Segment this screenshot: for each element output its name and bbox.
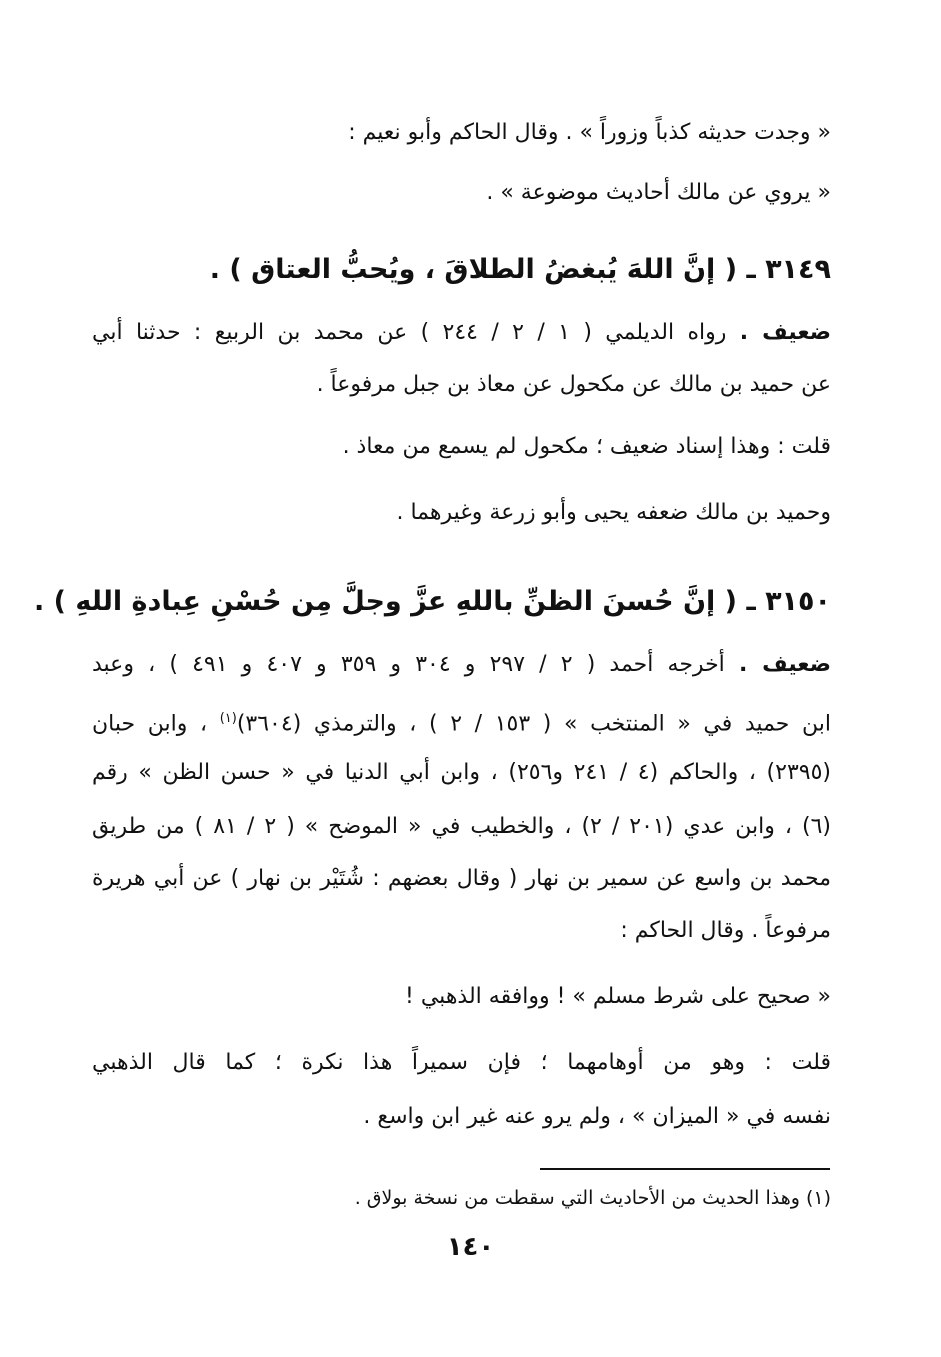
text-line-7	[92, 648, 831, 682]
text-line-6: وحميد بن مالك ضعفه يحيى وأبو زرعة وغيرهما .	[396, 500, 831, 525]
text-line-3-rest: رواه الديلمي ( ١ / ٢ / ٢٤٤ ) عن محمد بن الربيع : حدثنا أبي	[92, 320, 727, 345]
text-line-12: مرفوعاً . وقال الحاكم :	[620, 918, 831, 943]
text-line-3	[92, 316, 831, 350]
text-line-14: قلت : وهو من أوهامهما ؛ فإن سميراً هذا نكرة ؛ كما قال الذهبي	[92, 1050, 831, 1075]
text-line-8-end: ، وابن حبان	[92, 711, 208, 737]
footnote: (١) وهذا الحديث من الأحاديث التي سقطت من نسخة بولاق .	[354, 1187, 831, 1209]
hadith-number: ٣١٥٠ ـ	[746, 586, 831, 617]
footnote-marker: (١)	[219, 711, 237, 726]
text-line-15: نفسه في « الميزان » ، ولم يرو عنه غير ابن واسع .	[363, 1104, 831, 1129]
text-line-4: عن حميد بن مالك عن مكحول عن معاذ بن جبل مرفوعاً .	[316, 372, 831, 397]
text-line-2: « يروي عن مالك أحاديث موضوعة » .	[486, 180, 831, 205]
hadith-3149-heading	[210, 250, 831, 290]
text-line-13: « صحيح على شرط مسلم » ! ووافقه الذهبي !	[405, 984, 831, 1009]
text-line-1: « وجدت حديثه كذباً وزوراً » . وقال الحاكم وأبو نعيم :	[348, 120, 831, 145]
hadith-3150-heading	[34, 582, 831, 622]
hadith-text: ( إنَّ حُسنَ الظنِّ باللهِ عزَّ وجلَّ مِن حُسْنِ عِبادةِ اللهِ ) .	[33, 586, 738, 617]
grade-label: ضعيف .	[739, 320, 831, 345]
text-line-7-rest: أخرجه أحمد ( ٢ / ٢٩٧ و ٣٠٤ و ٣٥٩ و ٤٠٧ و ٤٩١ ) ، وعبد	[92, 652, 725, 677]
page-number: ١٤٠	[446, 1232, 495, 1262]
grade-label: ضعيف .	[738, 652, 831, 677]
text-line-9: (٢٣٩٥) ، والحاكم (٤ / ٢٤١ و٢٥٦) ، وابن أبي الدنيا في « حسن الظن » رقم	[92, 760, 831, 785]
text-line-10: (٦) ، وابن عدي (٢٠١ / ٢) ، والخطيب في « الموضح » ( ٢ / ٨١ ) من طريق	[92, 814, 831, 839]
text-line-8-main: ابن حميد في « المنتخب » ( ١٥٣ / ٢ ) ، والترمذي (٣٦٠٤)	[236, 711, 831, 737]
text-line-8	[92, 702, 831, 741]
hadith-text: ( إنَّ اللهَ يُبغضُ الطلاقَ ، ويُحبُّ العتاق ) .	[209, 254, 738, 285]
text-line-5: قلت : وهذا إسناد ضعيف ؛ مكحول لم يسمع من معاذ .	[342, 434, 831, 459]
hadith-number: ٣١٤٩ ـ	[746, 254, 831, 285]
footnote-divider	[540, 1168, 830, 1170]
text-line-11: محمد بن واسع عن سمير بن نهار ( وقال بعضهم : شُتَيْر بن نهار ) عن أبي هريرة	[92, 866, 831, 891]
